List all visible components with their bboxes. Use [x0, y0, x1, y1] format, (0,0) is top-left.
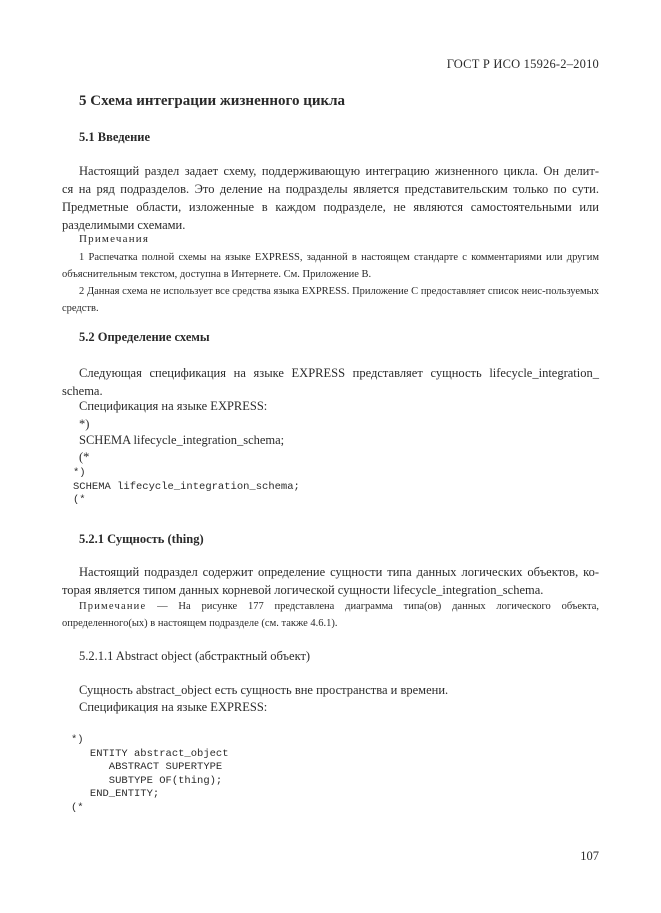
note-1-text: 1 Распечатка полной схемы на языке EXPRESS, заданной в настоящем стандарте с комментариями или другим объяснительным текстом, доступна в Интернете. См. Приложение В. [62, 252, 599, 280]
section-5-2-1-note [62, 598, 599, 632]
section-5-2-1-1-title: 5.2.1.1 Abstract object (абстрактный объект) [79, 649, 311, 663]
section-5-2-paragraph [62, 364, 599, 400]
express-spec-label: Спецификация на языке EXPRESS: [79, 399, 268, 413]
express-line: *) [79, 417, 90, 431]
express-line: (* [79, 450, 90, 464]
paragraph-line: торая является типом данных корневой логической сущности lifecycle_integration_schema. [62, 583, 544, 597]
section-5-1-paragraph [62, 162, 599, 234]
note-body: — На рисунке 177 представлена диаграмма типа(ов) данных логического объекта, определенного(ых) в настоящем подразделе (см. также 4.6.1). [62, 601, 599, 629]
note-label: Примечание [79, 601, 147, 612]
document-header: ГОСТ Р ИСО 15926-2–2010 [446, 57, 599, 71]
notes-title: Примечания [79, 233, 150, 245]
express-spec-label-2: Спецификация на языке EXPRESS: [79, 700, 268, 714]
note-2-text: 2 Данная схема не использует все средства языка EXPRESS. Приложение С предоставляет список неис-пользуемых средств. [62, 286, 599, 314]
page-number: 107 [580, 849, 599, 863]
paragraph-line: Настоящий подраздел содержит определение сущности типа данных логических объектов, ко- [79, 565, 599, 579]
section-5-title: 5 Схема интеграции жизненного цикла [79, 93, 346, 109]
section-5-2-1-paragraph [62, 563, 599, 599]
note-2 [62, 283, 599, 317]
section-5-1-title: 5.1 Введение [79, 130, 151, 144]
paragraph-line: Настоящий раздел задает схему, поддерживающую интеграцию жизненного цикла. Он делит- [79, 164, 599, 178]
code-block-abstract-object: *) ENTITY abstract_object ABSTRACT SUPERTYPE SUBTYPE OF(thing); END_ENTITY; (* [71, 734, 229, 814]
express-line: SCHEMA lifecycle_integration_schema; [79, 433, 285, 447]
note-1 [62, 249, 599, 283]
note-text [62, 598, 599, 632]
paragraph-line: разделимыми схемами. [62, 218, 186, 232]
code-block-schema: *) SCHEMA lifecycle_integration_schema; (* [73, 467, 300, 506]
paragraph-line: schema. [62, 384, 103, 398]
paragraph-line: ся на ряд подразделов. Это деление на подразделы является представительским только по сути. [62, 182, 599, 196]
section-5-2-1-title: 5.2.1 Сущность (thing) [79, 532, 204, 546]
paragraph-line: Следующая спецификация на языке EXPRESS представляет сущность lifecycle_integration_ [79, 366, 599, 380]
abstract-object-definition: Сущность abstract_object есть сущность вне пространства и времени. [79, 683, 449, 697]
paragraph-line: Предметные области, изложенные в каждом подразделе, не являются самостоятельными или [62, 200, 599, 214]
section-5-2-title: 5.2 Определение схемы [79, 330, 210, 344]
